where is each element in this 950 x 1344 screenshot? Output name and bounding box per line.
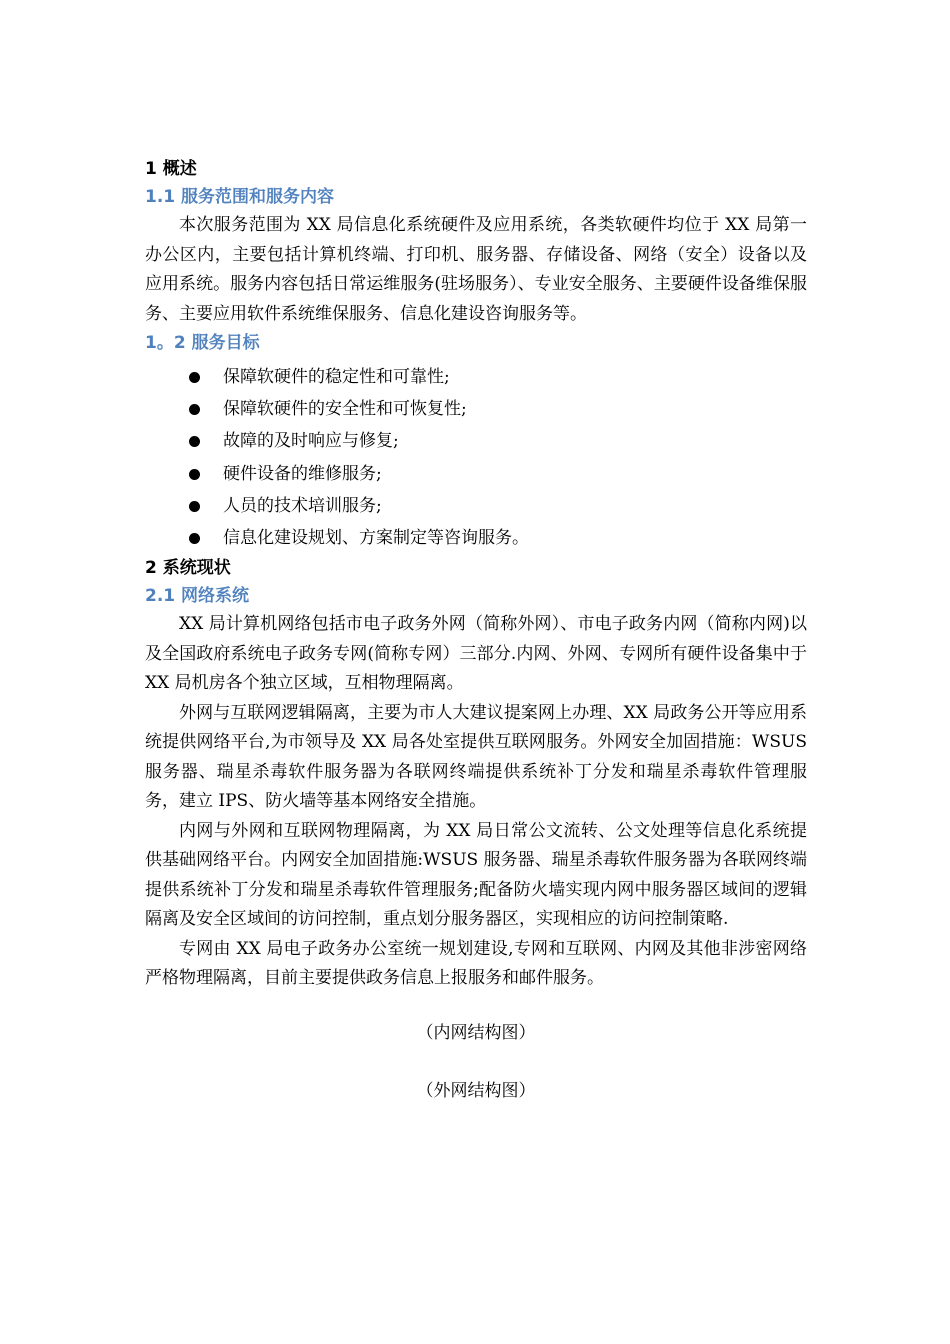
bullet-icon: [189, 404, 200, 415]
bullet-icon: [189, 533, 200, 544]
subsection-heading-1-2: 1。2 服务目标: [145, 333, 260, 353]
document-page: [145, 155, 807, 1105]
subsection-heading-1-1: 1.1 服务范围和服务内容: [145, 187, 335, 207]
bullet-icon: [189, 501, 200, 512]
paragraph-internal-network: 内网与外网和互联网物理隔离，为 XX 局日常公文流转、公文处理等信息化系统提供基础网络平台。内网安全加固措施:WSUS 服务器、瑞星杀毒软件服务器为各联网终端提供系统补丁分发和瑞星杀毒软件管理服务;配备防火墙实现内网中服务器区域间的逻辑隔离及安全区域间的访问控制，重点划分服务器区，实现相应的访问控制策略.: [145, 820, 807, 930]
bullet-icon: [189, 469, 200, 480]
list-item-text: 信息化建设规划、方案制定等咨询服务。: [223, 527, 529, 548]
bullet-icon: [189, 436, 200, 447]
paragraph-external-network: 外网与互联网逻辑隔离，主要为市人大建议提案网上办理、XX 局政务公开等应用系统提供网络平台,为市领导及 XX 局各处室提供互联网服务。外网安全加固措施：WSUS 服务器、瑞星杀毒软件服务器为各联网终端提供系统补丁分发和瑞星杀毒软件管理服务，建立 IPS、防火墙等基本网络安全措施。: [145, 702, 807, 812]
list-item-text: 硬件设备的维修服务;: [223, 463, 382, 484]
list-item: [145, 393, 807, 425]
section-heading-1: 1 概述: [145, 159, 197, 179]
list-item: [145, 425, 807, 457]
list-item: [145, 458, 807, 490]
list-item: [145, 361, 807, 393]
paragraph-service-scope: 本次服务范围为 XX 局信息化系统硬件及应用系统，各类软硬件均位于 XX 局第一办公区内，主要包括计算机终端、打印机、服务器、存储设备、网络（安全）设备以及应用系统。服务内容包括日常运维服务(驻场服务）、专业安全服务、主要硬件设备维保服务、主要应用软件系统维保服务、信息化建设咨询服务等。: [145, 215, 807, 324]
section-heading-2: 2 系统现状: [145, 558, 231, 579]
list-item: [145, 522, 807, 554]
list-item-text: 人员的技术培训服务;: [223, 495, 382, 516]
bullet-icon: [189, 372, 200, 383]
paragraph-private-network: 专网由 XX 局电子政务办公室统一规划建设,专网和互联网、内网及其他非涉密网络严格物理隔离，目前主要提供政务信息上报服务和邮件服务。: [145, 938, 807, 989]
paragraph-network-overview: XX 局计算机网络包括市电子政务外网（简称外网）、市电子政务内网（简称内网)以及全国政府系统电子政务专网(简称专网）三部分.内网、外网、专网所有硬件设备集中于 XX 局机房各个独立区域，互相物理隔离。: [145, 614, 807, 694]
figure-caption-internal-network: （内网结构图）: [416, 1022, 536, 1043]
subsection-heading-2-1: 2.1 网络系统: [145, 586, 250, 607]
service-goals-list: [145, 361, 807, 554]
list-item-text: 保障软硬件的稳定性和可靠性;: [223, 367, 450, 387]
list-item-text: 故障的及时响应与修复;: [223, 431, 399, 452]
figure-caption-external-network: （外网结构图）: [416, 1080, 536, 1101]
list-item: [145, 490, 807, 522]
list-item-text: 保障软硬件的安全性和可恢复性;: [223, 399, 467, 420]
